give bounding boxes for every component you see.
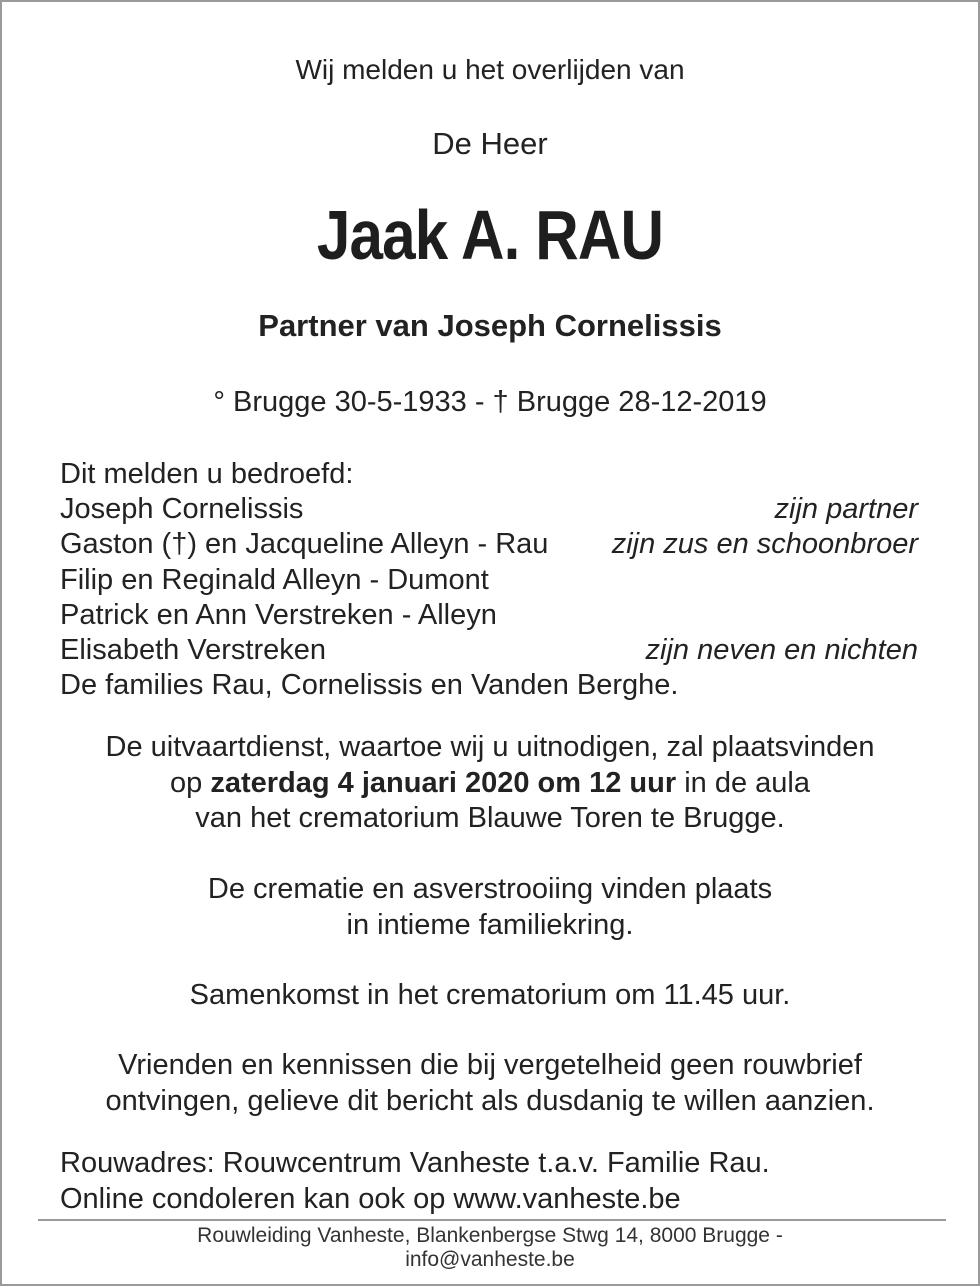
service-date: zaterdag 4 januari 2020 om 12 uur [210, 766, 677, 799]
mourner-name: Filip en Reginald Alleyn - Dumont [60, 563, 489, 596]
online-condolences: Online condoleren kan ook op www.vanheste.be [60, 1182, 681, 1215]
mourner-row [60, 598, 918, 633]
mourner-row [60, 633, 918, 668]
funeral-director-email: info@vanheste.be [405, 1248, 575, 1271]
mourning-address: Rouwadres: Rouwcentrum Vanheste t.a.v. Familie Rau. [60, 1147, 770, 1179]
mourner-name: Gaston (†) en Jacqueline Alleyn - Rau [60, 528, 549, 561]
mourner-name: Patrick en Ann Verstreken - Alleyn [60, 598, 497, 631]
birth-death-dates: ° Brugge 30-5-1933 - † Brugge 28-12-2019 [213, 386, 767, 418]
mourners-intro: Dit melden u bedroefd: [60, 458, 354, 490]
partner-line: Partner van Joseph Cornelissis [258, 308, 722, 343]
mourner-row [60, 527, 918, 562]
deceased-name: Jaak A. RAU [316, 196, 664, 274]
intro-text: Wij melden u het overlijden van [295, 54, 685, 85]
mourner-name: De families Rau, Cornelissis en Vanden Berghe. [60, 669, 679, 702]
mourners-list [60, 457, 918, 703]
mourner-relation: zijn neven en nichten [645, 633, 918, 666]
footer [2, 1224, 978, 1272]
funeral-director-address: Rouwleiding Vanheste, Blankenbergse Stwg 14, 8000 Brugge - [197, 1224, 783, 1247]
mourner-name: Elisabeth Verstreken [60, 633, 326, 666]
cremation-paragraph: De crematie en asverstrooiing vinden plaats in intieme familiekring. [207, 873, 773, 941]
mourner-row [60, 492, 918, 527]
service-date-line: op zaterdag 4 januari 2020 om 12 uur in de aula [170, 766, 810, 799]
contact-block [60, 1146, 770, 1217]
service-location: van het crematorium Blauwe Toren te Brugge. [195, 802, 785, 834]
friends-paragraph: Vrienden en kennissen die bij vergetelheid geen rouwbrief ontvingen, gelieve dit bericht als dusdanig te willen aanzien. [105, 1049, 875, 1117]
mourner-row [60, 668, 918, 703]
mourner-relation: zijn zus en schoonbroer [611, 528, 918, 561]
footer-divider [38, 1219, 946, 1221]
mourner-row [60, 563, 918, 598]
service-paragraph [2, 730, 978, 837]
service-line: De uitvaartdienst, waartoe wij u uitnodigen, zal plaatsvinden [105, 731, 875, 763]
mourner-name: Joseph Cornelissis [60, 493, 304, 526]
gathering-paragraph: Samenkomst in het crematorium om 11.45 uur. [189, 979, 791, 1011]
honorific-title: De Heer [432, 126, 548, 161]
mourner-relation: zijn partner [774, 493, 918, 526]
